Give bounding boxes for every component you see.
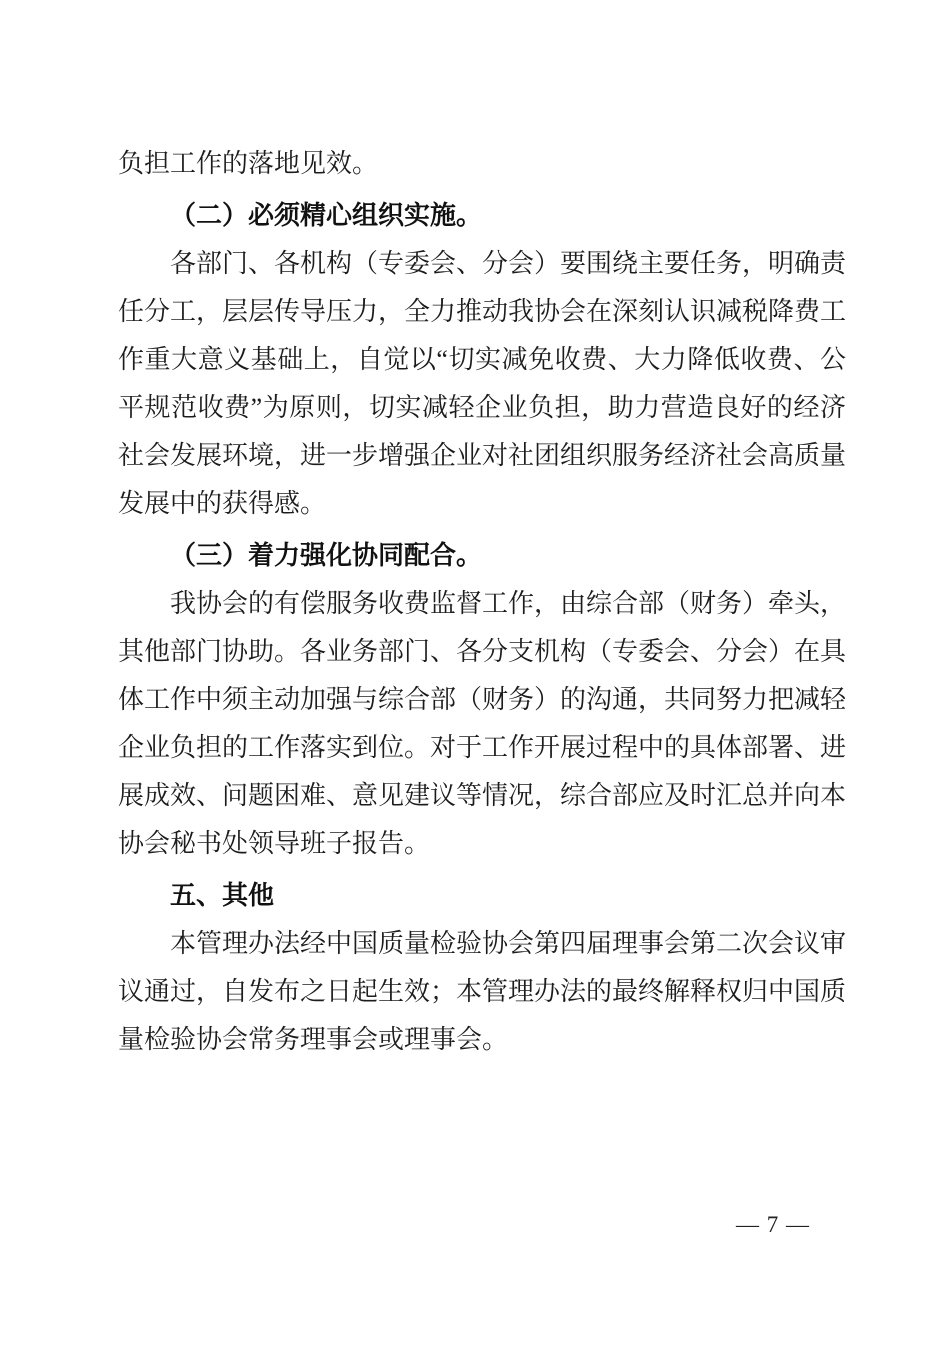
page-footer [736, 1210, 810, 1240]
paragraph: 我协会的有偿服务收费监督工作，由综合部（财务）牵头，其他部门协助。各业务部门、各分支机构（专委会、分会）在具体工作中须主动加强与综合部（财务）的沟通，共同努力把减轻企业负担的工作落实到位。对于工作开展过程中的具体部署、进展成效、问题困难、意见建议等情况，综合部应及时汇总并向本协会秘书处领导班子报告。 [118, 589, 847, 858]
document-body [118, 140, 846, 1064]
paragraph: 各部门、各机构（专委会、分会）要围绕主要任务，明确责任分工，层层传导压力，全力推动我协会在深刻认识减税降费工作重大意义基础上，自觉以“切实减免收费、大力降低收费、公平规范收费”为原则，切实减轻企业负担，助力营造良好的经济社会发展环境，进一步增强企业对社团组织服务经济社会高质量发展中的获得感。 [118, 249, 847, 518]
section-heading: （二）必须精心组织实施。 [170, 201, 483, 230]
paragraph: 负担工作的落地见效。 [118, 149, 379, 178]
section-heading: 五、其他 [170, 881, 275, 910]
paragraph: 本管理办法经中国质量检验协会第四届理事会第二次会议审议通过，自发布之日起生效；本管理办法的最终解释权归中国质量检验协会常务理事会或理事会。 [118, 929, 847, 1054]
page-number: — 7 — [736, 1212, 810, 1237]
section-heading: （三）着力强化协同配合。 [170, 541, 483, 570]
